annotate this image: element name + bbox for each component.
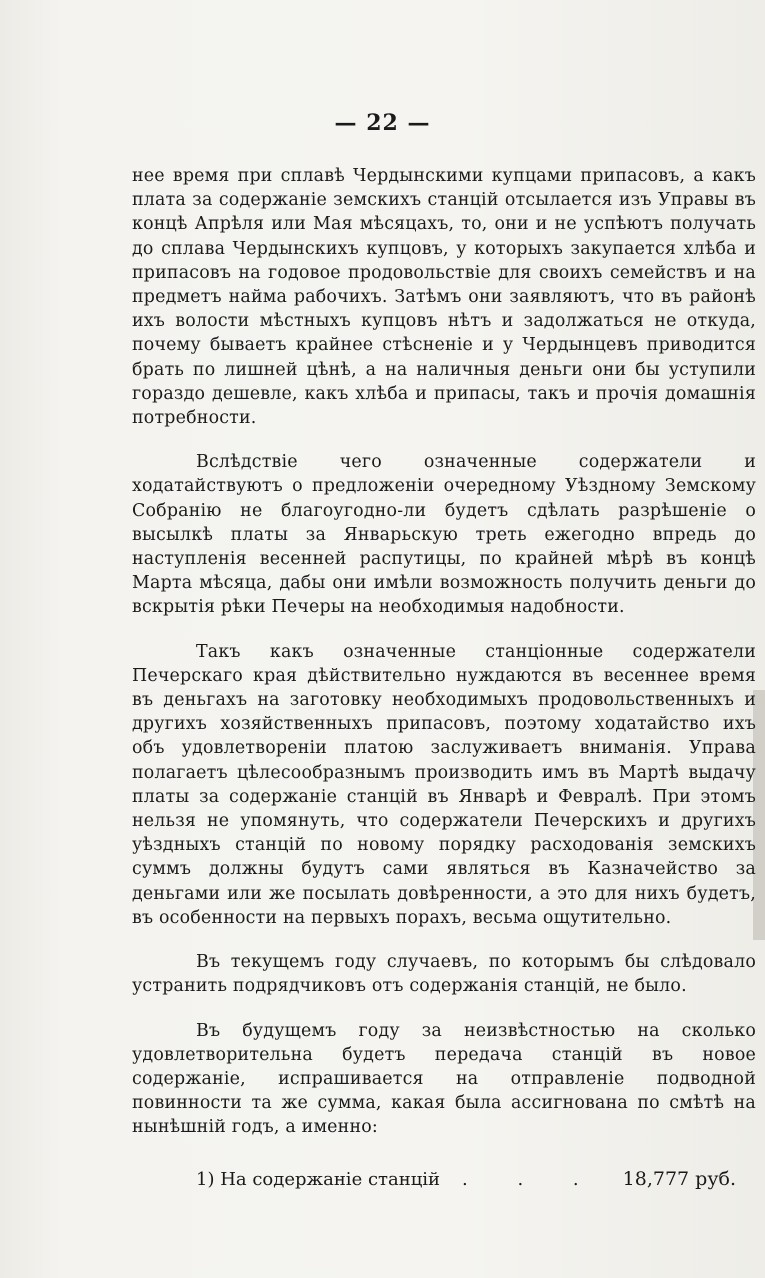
- body-text: [132, 164, 756, 1140]
- page-number: — 22 —: [334, 110, 431, 136]
- paragraph-1: нее время при сплавѣ Чердынскими купцами припасовъ, а какъ плата за содержаніе земскихъ станцій отсылается изъ Управы въ концѣ Апрѣля или Мая мѣсяцахъ, то, они и не успѣютъ получать до сплава Чердынскихъ купцовъ, у которыхъ закупается хлѣба и припасовъ на годовое продовольствіе для своихъ семействъ и на предметъ найма рабочихъ. Затѣмъ они заявляютъ, что въ районѣ ихъ волости мѣстныхъ купцовъ нѣтъ и задолжаться не откуда, почему бываетъ крайнее стѣсненіе и у Чердынцевъ приводится брать по лишней цѣнѣ, а на наличныя деньги они бы уступили гораздо дешевле, какъ хлѣба и припасы, такъ и прочія домашнія потребности.: [132, 166, 756, 429]
- paragraph-3: Такъ какъ означенные станціонные содержатели Печерскаго края дѣйствительно нуждаются въ весеннее время въ деньгахъ на заготовку необходимыхъ продовольственныхъ и другихъ хозяйственныхъ припасовъ, поэтому ходатайство ихъ объ удовлетвореніи платою заслуживаетъ вниманія. Управа полагаетъ цѣлесообразнымъ производить имъ въ Мартѣ выдачу платы за содержаніе станцій въ Январѣ и Февралѣ. При этомъ нельзя не упомянуть, что содержатели Печерскихъ и другихъ уѣздныхъ станцій по новому порядку расходованія земскихъ суммъ должны будутъ сами являться въ Казначейство за деньгами или же посылать довѣренности, а это для нихъ будетъ, въ особенности на первыхъ порахъ, весьма ощутительно.: [132, 641, 756, 928]
- budget-item-label: 1) На содержаніе станцій: [196, 1169, 441, 1190]
- paragraph-2: Вслѣдствіе чего означенные содержатели и ходатайствуютъ о предложеніи очередному Уѣздному Земскому Собранію не благоугодно-ли будетъ сдѣлать разрѣшеніе о высылкѣ платы за Январьскую треть ежегодно впредь до наступленія весенней распутицы, по крайней мѣрѣ въ концѣ Марта мѣсяца, дабы они имѣли возможность получить деньги до вскрытія рѣки Печеры на необходимыя надобности.: [132, 452, 756, 618]
- paragraph-5: Въ будущемъ году за неизвѣстностью на сколько удовлетворительна будетъ передача станцій въ новое содержаніе, испрашивается на отправленіе подводной повинности та же сумма, какая была ассигнована по смѣтѣ на нынѣшній годъ, а именно:: [132, 1020, 756, 1138]
- paragraph-4: Въ текущемъ году случаевъ, по которымъ бы слѣдовало устранить подрядчиковъ отъ содержанія станцій, не было.: [132, 952, 756, 997]
- budget-item-amount: 18,777 руб.: [622, 1168, 736, 1190]
- budget-item-row: [196, 1168, 736, 1190]
- budget-item-leader-dots: . . .: [462, 1169, 601, 1190]
